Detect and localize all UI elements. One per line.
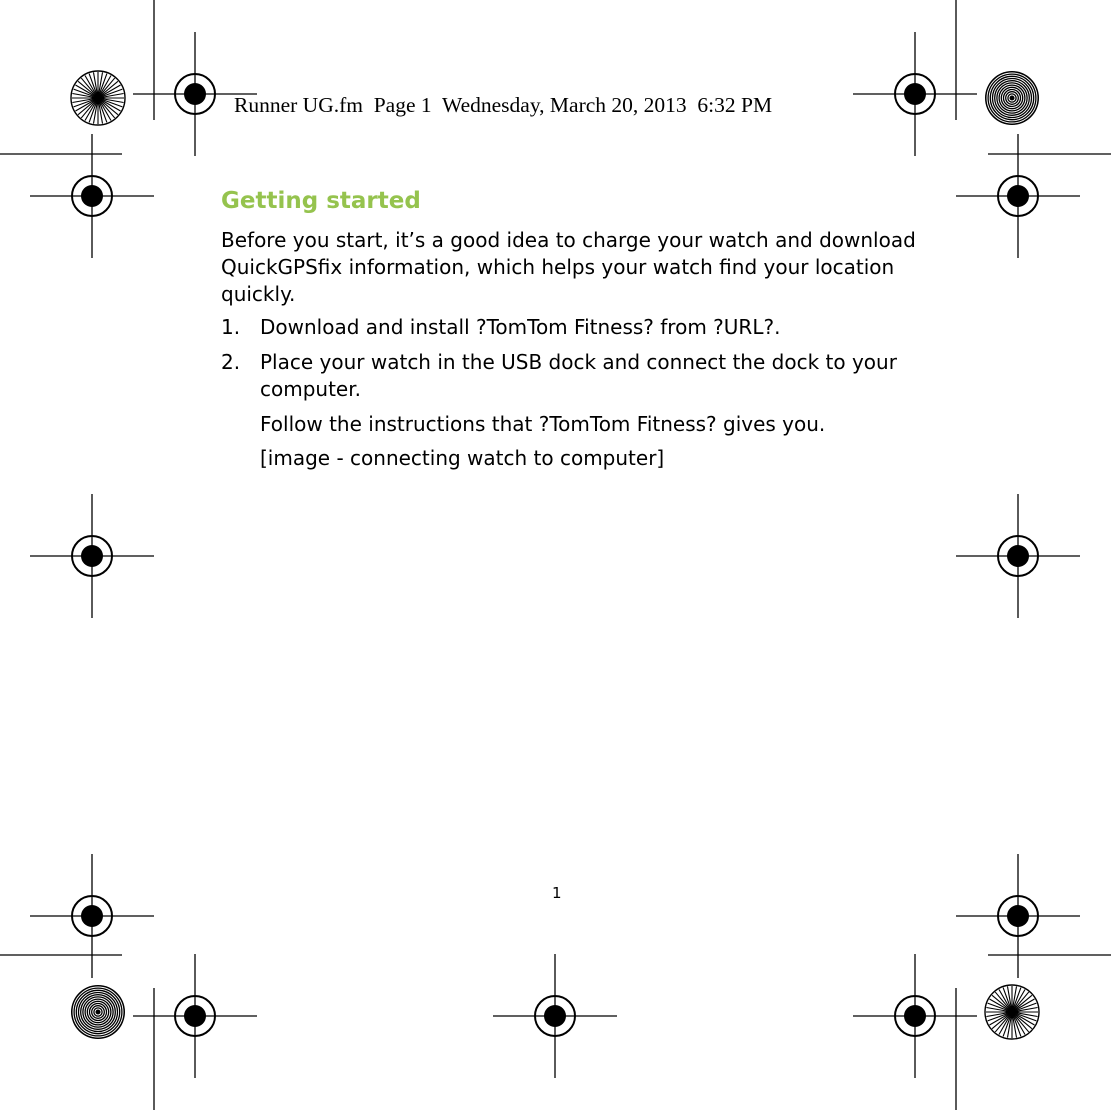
color-target-mark <box>985 71 1039 125</box>
follow-up-text: Follow the instructions that ?TomTom Fitness? gives you. <box>260 412 826 436</box>
section-heading: Getting started <box>221 188 421 214</box>
color-target-mark <box>71 985 125 1039</box>
step-text: Place your watch in the USB dock and connect the dock to your computer. <box>260 350 897 401</box>
step-number: 1. <box>221 315 241 339</box>
registration-mark <box>956 494 1080 618</box>
print-slug-header: Runner UG.fm Page 1 Wednesday, March 20, 2013 6:32 PM <box>234 93 773 117</box>
page-number: 1 <box>552 884 562 902</box>
step-text: Download and install ?TomTom Fitness? from ?URL?. <box>260 315 781 339</box>
registration-mark <box>956 134 1080 258</box>
step-number: 2. <box>221 350 241 374</box>
registration-mark <box>133 954 257 1078</box>
registration-mark <box>30 494 154 618</box>
body-text <box>221 227 921 479</box>
color-target-mark <box>985 985 1039 1039</box>
step-item <box>221 349 921 403</box>
registration-mark <box>853 954 977 1078</box>
intro-paragraph: Before you start, it’s a good idea to charge your watch and download QuickGPSfix information, which helps your watch find your location quickly. <box>221 228 916 306</box>
registration-mark <box>30 854 154 978</box>
registration-mark <box>493 954 617 1078</box>
registration-mark <box>956 854 1080 978</box>
registration-mark <box>30 134 154 258</box>
image-placeholder-text: [image - connecting watch to computer] <box>260 446 665 470</box>
step-item <box>221 314 921 341</box>
registration-mark <box>853 32 977 156</box>
color-target-mark <box>71 71 125 125</box>
